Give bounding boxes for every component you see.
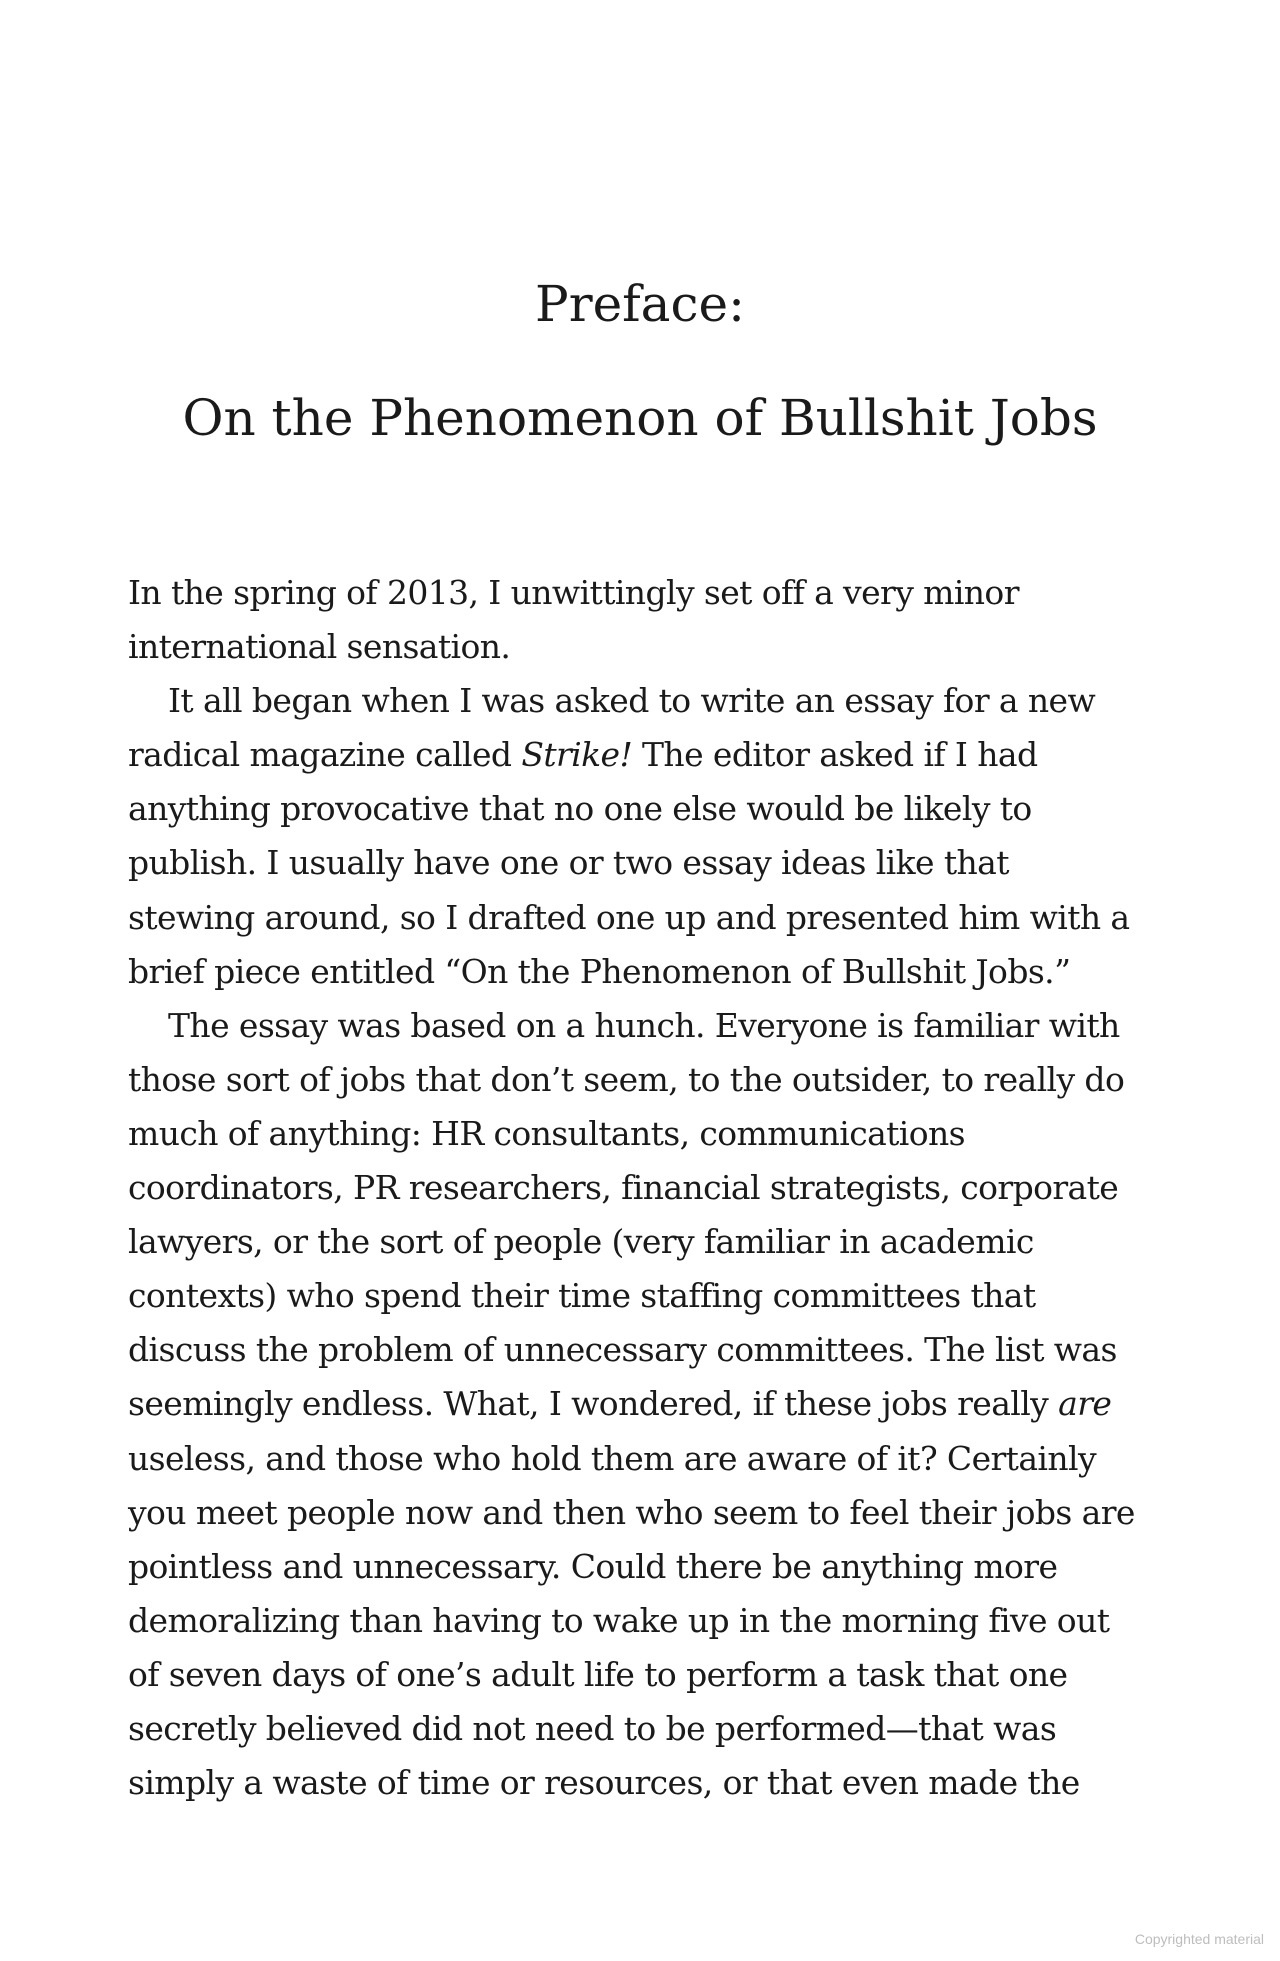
text-line: lawyers, or the sort of people (very familiar in academic <box>128 1222 1034 1262</box>
copyright-watermark: Copyrighted material <box>1134 1931 1264 1947</box>
text-line: In the spring of 2013, I unwittingly set off a very minor <box>128 573 1019 612</box>
body-text <box>128 566 1158 1810</box>
text-line: simply a waste of time or resources, or that even made the <box>128 1763 1080 1803</box>
text-segment: seemingly endless. What, I wondered, if these jobs really <box>128 1384 1059 1424</box>
chapter-title-preface: Preface: <box>535 275 745 333</box>
text-line: those sort of jobs that don’t seem, to the outsider, to really do <box>128 1059 1125 1099</box>
text-line: brief piece entitled “On the Phenomenon of Bullshit Jobs.” <box>128 951 1071 991</box>
text-line: anything provocative that no one else would be likely to <box>128 789 1032 829</box>
text-line: useless, and those who hold them are aware of it? Certainly <box>128 1438 1097 1478</box>
text-segment: radical magazine called <box>128 735 522 775</box>
text-line <box>128 1377 1158 1431</box>
text-line: much of anything: HR consultants, communications <box>128 1113 966 1153</box>
text-line <box>128 728 1158 782</box>
chapter-subtitle: On the Phenomenon of Bullshit Jobs <box>182 389 1098 447</box>
text-line: you meet people now and then who seem to feel their jobs are <box>128 1492 1135 1532</box>
text-line: secretly believed did not need to be performed—that was <box>128 1708 1057 1748</box>
text-line: of seven days of one’s adult life to perform a task that one <box>128 1654 1068 1694</box>
text-line: The essay was based on a hunch. Everyone is familiar with <box>168 1005 1120 1045</box>
text-line: international sensation. <box>128 627 511 667</box>
italic-text: are <box>1058 1384 1112 1424</box>
text-line: It all began when I was asked to write an essay for a new <box>168 681 1096 721</box>
text-line: contexts) who spend their time staffing committees that <box>128 1276 1036 1316</box>
text-line: publish. I usually have one or two essay ideas like that <box>128 843 1009 883</box>
text-line: pointless and unnecessary. Could there be anything more <box>128 1546 1058 1586</box>
text-line: discuss the problem of unnecessary committees. The list was <box>128 1330 1117 1370</box>
text-line: stewing around, so I drafted one up and presented him with a <box>128 897 1130 937</box>
text-line: demoralizing than having to wake up in the morning five out <box>128 1600 1110 1640</box>
italic-text: Strike! <box>521 735 633 775</box>
text-line: coordinators, PR researchers, financial strategists, corporate <box>128 1168 1119 1208</box>
text-segment: The editor asked if I had <box>632 735 1038 775</box>
